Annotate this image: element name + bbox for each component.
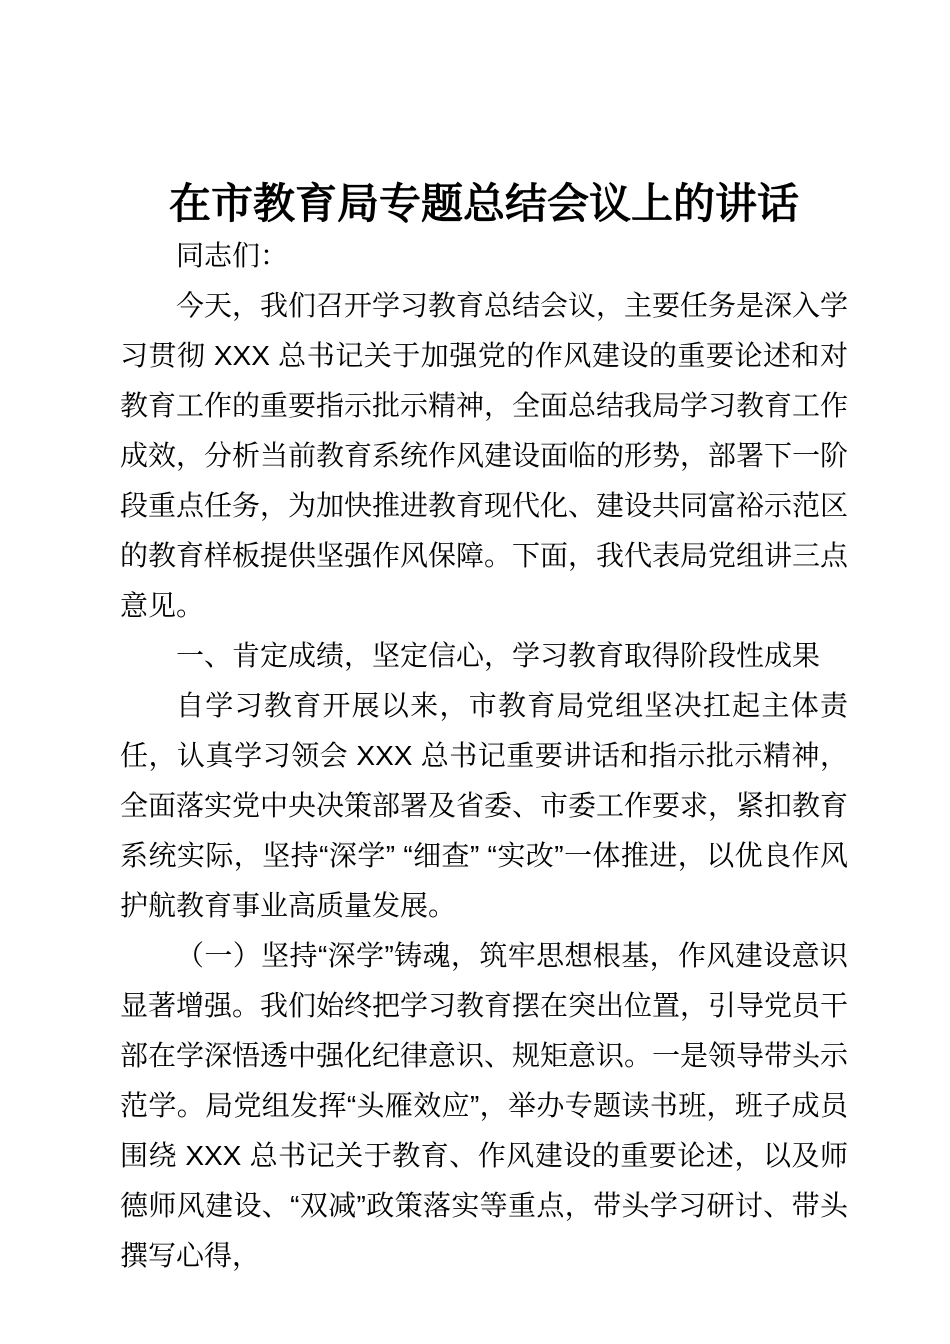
paragraph-section-1-intro: 自学习教育开展以来，市教育局党组坚决扛起主体责任，认真学习领会 XXX 总书记重要讲话和指示批示精神，全面落实党中央决策部署及省委、市委工作要求，紧扣教育系统实际，坚持“深学” “细查” “实改”一体推进，以优良作风护航教育事业高质量发展。 xyxy=(120,690,849,921)
paragraph-subsection-1-1: （一）坚持“深学”铸魂，筑牢思想根基，作风建设意识显著增强。我们始终把学习教育摆在突出位置，引导党员干部在学深悟透中强化纪律意识、规矩意识。一是领导带头示范学。局党组发挥“头雁效应”，举办专题读书班，班子成员围绕 XXX 总书记关于教育、作风建设的重要论述，以及师德师风建设、“双减”政策落实等重点，带头学习研讨、带头撰写心得， xyxy=(120,940,849,1271)
section-heading-1: 一、肯定成绩，坚定信心，学习教育取得阶段性成果 xyxy=(176,640,821,671)
salutation: 同志们： xyxy=(176,240,289,271)
document-body xyxy=(120,179,848,1281)
paragraph-opening: 今天，我们召开学习教育总结会议，主要任务是深入学习贯彻 XXX 总书记关于加强党的作风建设的重要论述和对教育工作的重要指示批示精神，全面总结我局学习教育工作成效，分析当前教育系统作风建设面临的形势，部署下一阶段重点任务，为加快推进教育现代化、建设共同富裕示范区的教育样板提供坚强作风保障。下面，我代表局党组讲三点意见。 xyxy=(120,290,849,621)
document-title: 在市教育局专题总结会议上的讲话 xyxy=(168,182,799,228)
